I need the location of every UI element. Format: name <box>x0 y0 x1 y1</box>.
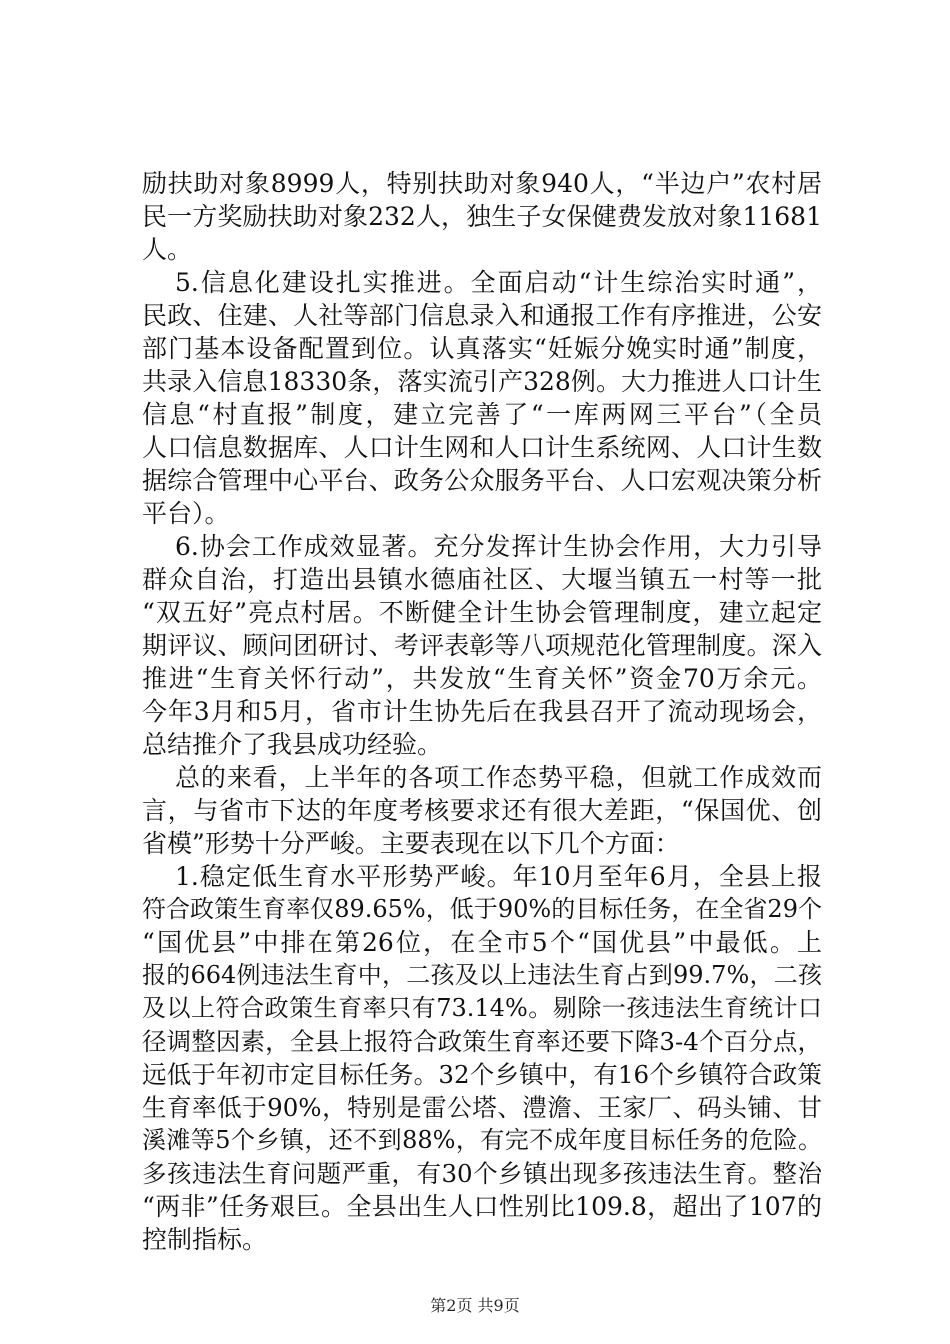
text-line: “国优县”中排在第26位，在全市5个“国优县”中最低。上 <box>142 928 822 957</box>
text-line: 5.信息化建设扎实推进。全面启动“计生综治实时通”， <box>175 268 822 297</box>
text-line: 总结推介了我县成功经验。 <box>142 730 443 759</box>
text-line: 径调整因素，全县上报符合政策生育率还要下降3-4个百分点， <box>142 1027 822 1056</box>
text-line: 推进“生育关怀行动”，共发放“生育关怀”资金70万余元。 <box>142 664 822 693</box>
text-line: 远低于年初市定目标任务。32个乡镇中，有16个乡镇符合政策 <box>142 1060 822 1089</box>
text-line: 信息“村直报”制度，建立完善了“一库两网三平台”（全员 <box>142 400 822 429</box>
text-line: 符合政策生育率仅89.65%，低于90%的目标任务，在全省29个 <box>142 895 822 923</box>
text-line: 民政、住建、人社等部门信息录入和通报工作有序推进，公安 <box>142 301 822 330</box>
text-line: 控制指标。 <box>142 1225 268 1254</box>
text-line: 言，与省市下达的年度考核要求还有很大差距，“保国优、创 <box>142 796 822 825</box>
text-line: 及以上符合政策生育率只有73.14%。剔除一孩违法生育统计口 <box>142 994 822 1022</box>
text-line: 省模”形势十分严峻。主要表现在以下几个方面： <box>142 829 680 858</box>
text-line: 1.稳定低生育水平形势严峻。年10月至年6月，全县上报 <box>175 862 822 891</box>
text-line: 人。 <box>142 235 193 264</box>
text-line: 人口信息数据库、人口计生网和人口计生系统网、人口计生数 <box>142 433 822 462</box>
text-line: 部门基本设备配置到位。认真落实“妊娠分娩实时通”制度， <box>142 334 822 363</box>
text-line: 多孩违法生育问题严重，有30个乡镇出现多孩违法生育。整治 <box>142 1159 822 1188</box>
text-line: 6.协会工作成效显著。充分发挥计生协会作用，大力引导 <box>175 532 822 561</box>
text-line: 报的664例违法生育中，二孩及以上违法生育占到99.7%，二孩 <box>142 961 822 989</box>
text-line: 共录入信息18330条，落实流引产328例。大力推进人口计生 <box>142 367 822 396</box>
text-line: 总的来看，上半年的各项工作态势平稳，但就工作成效而 <box>175 763 822 792</box>
text-line: 据综合管理中心平台、政务公众服务平台、人口宏观决策分析 <box>142 466 822 495</box>
text-line: “两非”任务艰巨。全县出生人口性别比109.8，超出了107的 <box>142 1192 822 1221</box>
body-text <box>142 167 822 1256</box>
text-line: “双五好”亮点村居。不断健全计生协会管理制度，建立起定 <box>142 598 822 627</box>
text-line: 励扶助对象8999人，特别扶助对象940人，“半边户”农村居 <box>142 169 822 198</box>
page-footer: 第2页 共9页 <box>430 1296 520 1315</box>
text-line: 平台）。 <box>142 499 230 528</box>
text-line: 群众自治，打造出县镇水德庙社区、大堰当镇五一村等一批 <box>142 565 822 594</box>
text-line: 生育率低于90%，特别是雷公塔、澧澹、王家厂、码头铺、甘 <box>142 1093 822 1122</box>
text-line: 民一方奖励扶助对象232人，独生子女保健费发放对象11681 <box>142 202 822 231</box>
text-line: 今年3月和5月，省市计生协先后在我县召开了流动现场会， <box>142 697 822 726</box>
text-line: 溪滩等5个乡镇，还不到88%，有完不成年度目标任务的危险。 <box>142 1126 822 1154</box>
text-line: 期评议、顾问团研讨、考评表彰等八项规范化管理制度。深入 <box>142 631 822 660</box>
